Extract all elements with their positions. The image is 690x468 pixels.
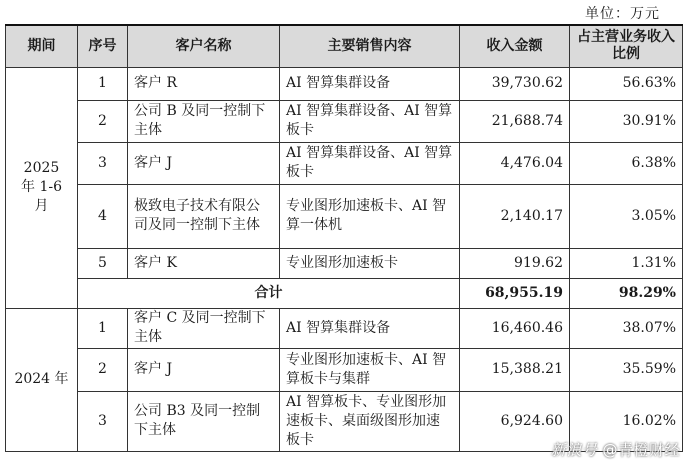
products-cell: AI 智算集群设备、AI 智算板卡 <box>280 142 460 184</box>
revenue-cell: 39,730.62 <box>460 67 570 100</box>
header-period: 期间 <box>6 25 78 67</box>
ratio-cell: 3.05% <box>570 184 683 248</box>
seq-cell: 5 <box>78 248 128 278</box>
revenue-cell: 2,140.17 <box>460 184 570 248</box>
table-row <box>6 248 683 278</box>
seq-cell: 2 <box>78 348 128 391</box>
header-revenue: 收入金额 <box>460 25 570 67</box>
revenue-cell: 4,476.04 <box>460 142 570 184</box>
customer-cell: 极致电子技术有限公司及同一控制下主体 <box>128 184 280 248</box>
revenue-cell: 21,688.74 <box>460 100 570 142</box>
seq-cell: 1 <box>78 67 128 100</box>
customer-cell: 客户 J <box>128 348 280 391</box>
total-label: 合计 <box>78 278 460 308</box>
seq-cell: 2 <box>78 100 128 142</box>
customer-cell: 公司 B 及同一控制下主体 <box>128 100 280 142</box>
seq-cell: 4 <box>78 184 128 248</box>
header-customer: 客户名称 <box>128 25 280 67</box>
table-row <box>6 348 683 391</box>
products-cell: 专业图形加速板卡 <box>280 248 460 278</box>
ratio-cell: 35.59% <box>570 348 683 391</box>
seq-cell: 3 <box>78 142 128 184</box>
ratio-cell: 30.91% <box>570 100 683 142</box>
watermark-author: @青橙财经 <box>602 441 680 459</box>
customer-cell: 公司 B3 及同一控制下主体 <box>128 391 280 451</box>
products-cell: AI 智算集群设备 <box>280 67 460 100</box>
products-cell: 专业图形加速板卡、AI 智算板卡与集群 <box>280 348 460 391</box>
header-row <box>6 25 683 67</box>
watermark-source: 新浪号 <box>550 441 598 459</box>
period-label: 2024 年 <box>14 371 69 387</box>
total-ratio: 98.29% <box>570 278 683 308</box>
ratio-cell: 6.38% <box>570 142 683 184</box>
table-row <box>6 67 683 100</box>
customer-cell: 客户 J <box>128 142 280 184</box>
ratio-cell: 1.31% <box>570 248 683 278</box>
products-cell: AI 智算集群设备、AI 智算板卡 <box>280 100 460 142</box>
table-row <box>6 142 683 184</box>
period-cell <box>6 308 78 451</box>
ratio-cell: 38.07% <box>570 308 683 348</box>
seq-cell: 1 <box>78 308 128 348</box>
total-revenue: 68,955.19 <box>460 278 570 308</box>
revenue-cell: 16,460.46 <box>460 308 570 348</box>
total-row <box>6 278 683 308</box>
header-seq: 序号 <box>78 25 128 67</box>
period-label: 2025 年 1-6 月 <box>21 160 62 214</box>
table-row <box>6 308 683 348</box>
products-cell: 专业图形加速板卡、AI 智算一体机 <box>280 184 460 248</box>
ratio-cell: 16.02% <box>570 391 683 451</box>
customer-cell: 客户 R <box>128 67 280 100</box>
customer-cell: 客户 K <box>128 248 280 278</box>
revenue-cell: 6,924.60 <box>460 391 570 451</box>
table-row <box>6 100 683 142</box>
revenue-cell: 15,388.21 <box>460 348 570 391</box>
products-cell: AI 智算板卡、专业图形加速板卡、桌面级图形加速板卡 <box>280 391 460 451</box>
table-row <box>6 184 683 248</box>
period-cell <box>6 67 78 308</box>
customer-cell: 客户 C 及同一控制下主体 <box>128 308 280 348</box>
ratio-cell: 56.63% <box>570 67 683 100</box>
products-cell: AI 智算集群设备 <box>280 308 460 348</box>
seq-cell: 3 <box>78 391 128 451</box>
revenue-cell: 919.62 <box>460 248 570 278</box>
watermark <box>551 439 680 460</box>
customer-sales-table <box>5 24 683 452</box>
header-ratio: 占主营业务收入比例 <box>570 25 683 67</box>
unit-label: 单位：万元 <box>585 6 660 22</box>
header-products: 主要销售内容 <box>280 25 460 67</box>
